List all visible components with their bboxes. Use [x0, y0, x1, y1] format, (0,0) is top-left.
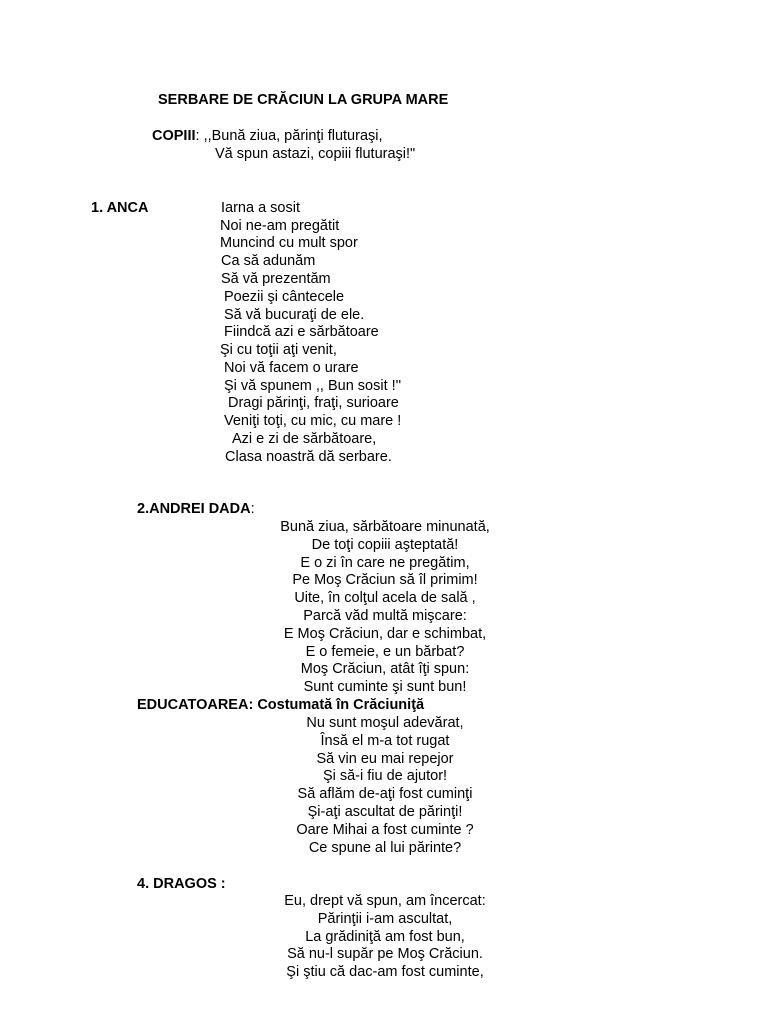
educatoarea-speaker-line	[137, 696, 424, 714]
andrei-verses	[150, 519, 620, 697]
educatoarea-verse: Şi să-i fiu de ajutor!	[322, 768, 448, 785]
educatoarea-verse: Ce spune al lui părinte?	[308, 839, 462, 856]
anca-verse: Iarna a sosit	[221, 200, 300, 216]
educatoarea-verses	[150, 715, 620, 857]
anca-verse: Clasa noastră dă serbare.	[225, 449, 392, 465]
andrei-colon: :	[250, 501, 255, 517]
document-title: SERBARE DE CRĂCIUN LA GRUPA MARE	[158, 92, 449, 108]
educatoarea-stage-note: Costumată în Crăciuniţă	[257, 697, 425, 713]
dragos-verse: Şi ştiu că dac-am fost cuminte,	[286, 964, 484, 981]
andrei-verse: E o femeie, e un bărbat?	[305, 643, 465, 660]
educatoarea-verse: Însă el m-a tot rugat	[320, 732, 450, 749]
anca-verse: Fiindcă azi e sărbătoare	[224, 324, 379, 340]
copiii-colon: :	[195, 128, 204, 144]
anca-verse: Poezii şi cântecele	[224, 289, 345, 305]
copiii-verse-2: Vă spun astazi, copiii fluturaşi!"	[215, 146, 416, 162]
anca-verse: Noi vă facem o urare	[224, 360, 359, 376]
anca-verse: Muncind cu mult spor	[220, 235, 358, 251]
dragos-verses	[150, 893, 620, 982]
dragos-verse: Părinţii i-am ascultat,	[317, 910, 453, 927]
copiii-speaker-label: COPIII	[152, 128, 196, 144]
educatoarea-verse: Să vin eu mai repejor	[316, 750, 454, 767]
andrei-speaker-line	[137, 500, 255, 518]
andrei-verse: Pe Moş Crăciun să îl primim!	[292, 572, 478, 589]
anca-verse: Să vă prezentăm	[221, 271, 331, 287]
andrei-speaker-label: 2.ANDREI DADA	[137, 501, 251, 517]
anca-verse: Noi ne-am pregătit	[220, 218, 340, 234]
dragos-verse: La grădiniţă am fost bun,	[305, 928, 465, 945]
educatoarea-speaker-label: EDUCATOAREA:	[137, 697, 254, 713]
andrei-verse: Bună ziua, sărbătoare minunată,	[280, 519, 490, 535]
anca-verse: Şi cu toţii aţi venit,	[220, 342, 337, 358]
anca-verse: Veniţi toţi, cu mic, cu mare !	[224, 413, 402, 429]
anca-verse: Şi vă spunem ,, Bun sosit !''	[224, 378, 402, 394]
dragos-verse: Să nu-l supăr pe Moş Crăciun.	[287, 946, 483, 963]
andrei-verse: E o zi în care ne pregătim,	[300, 554, 470, 571]
dragos-speaker-label: 4. DRAGOS :	[137, 876, 226, 892]
anca-verse: Să vă bucuraţi de ele.	[224, 307, 365, 323]
educatoarea-verse: Oare Mihai a fost cuminte ?	[296, 821, 474, 838]
copiii-line-1	[152, 127, 383, 145]
andrei-verse: Uite, în colţul acela de sală ,	[294, 590, 476, 607]
andrei-verse: E Moş Crăciun, dar e schimbat,	[283, 625, 487, 642]
anca-verse: Dragi părinţi, fraţi, surioare	[228, 395, 399, 411]
anca-verse: Azi e zi de sărbătoare,	[232, 431, 377, 447]
dragos-verse: Eu, drept vă spun, am încercat:	[284, 893, 486, 909]
educatoarea-verse: Nu sunt moşul adevărat,	[306, 715, 464, 731]
andrei-verse: Sunt cuminte şi sunt bun!	[303, 679, 467, 696]
andrei-verse: De toţi copiii aşteptată!	[311, 536, 459, 553]
anca-speaker-label: 1. ANCA	[91, 200, 149, 216]
copiii-verse-1: ,,Bună ziua, părinţi fluturaşi,	[203, 128, 383, 144]
anca-verse: Ca să adunăm	[221, 253, 316, 269]
andrei-verse: Moş Crăciun, atât îţi spun:	[300, 661, 470, 678]
andrei-verse: Parcă văd multă mişcare:	[303, 607, 467, 624]
educatoarea-verse: Şi-aţi ascultat de părinţi!	[307, 803, 463, 820]
educatoarea-verse: Să aflăm de-aţi fost cuminţi	[297, 786, 473, 803]
